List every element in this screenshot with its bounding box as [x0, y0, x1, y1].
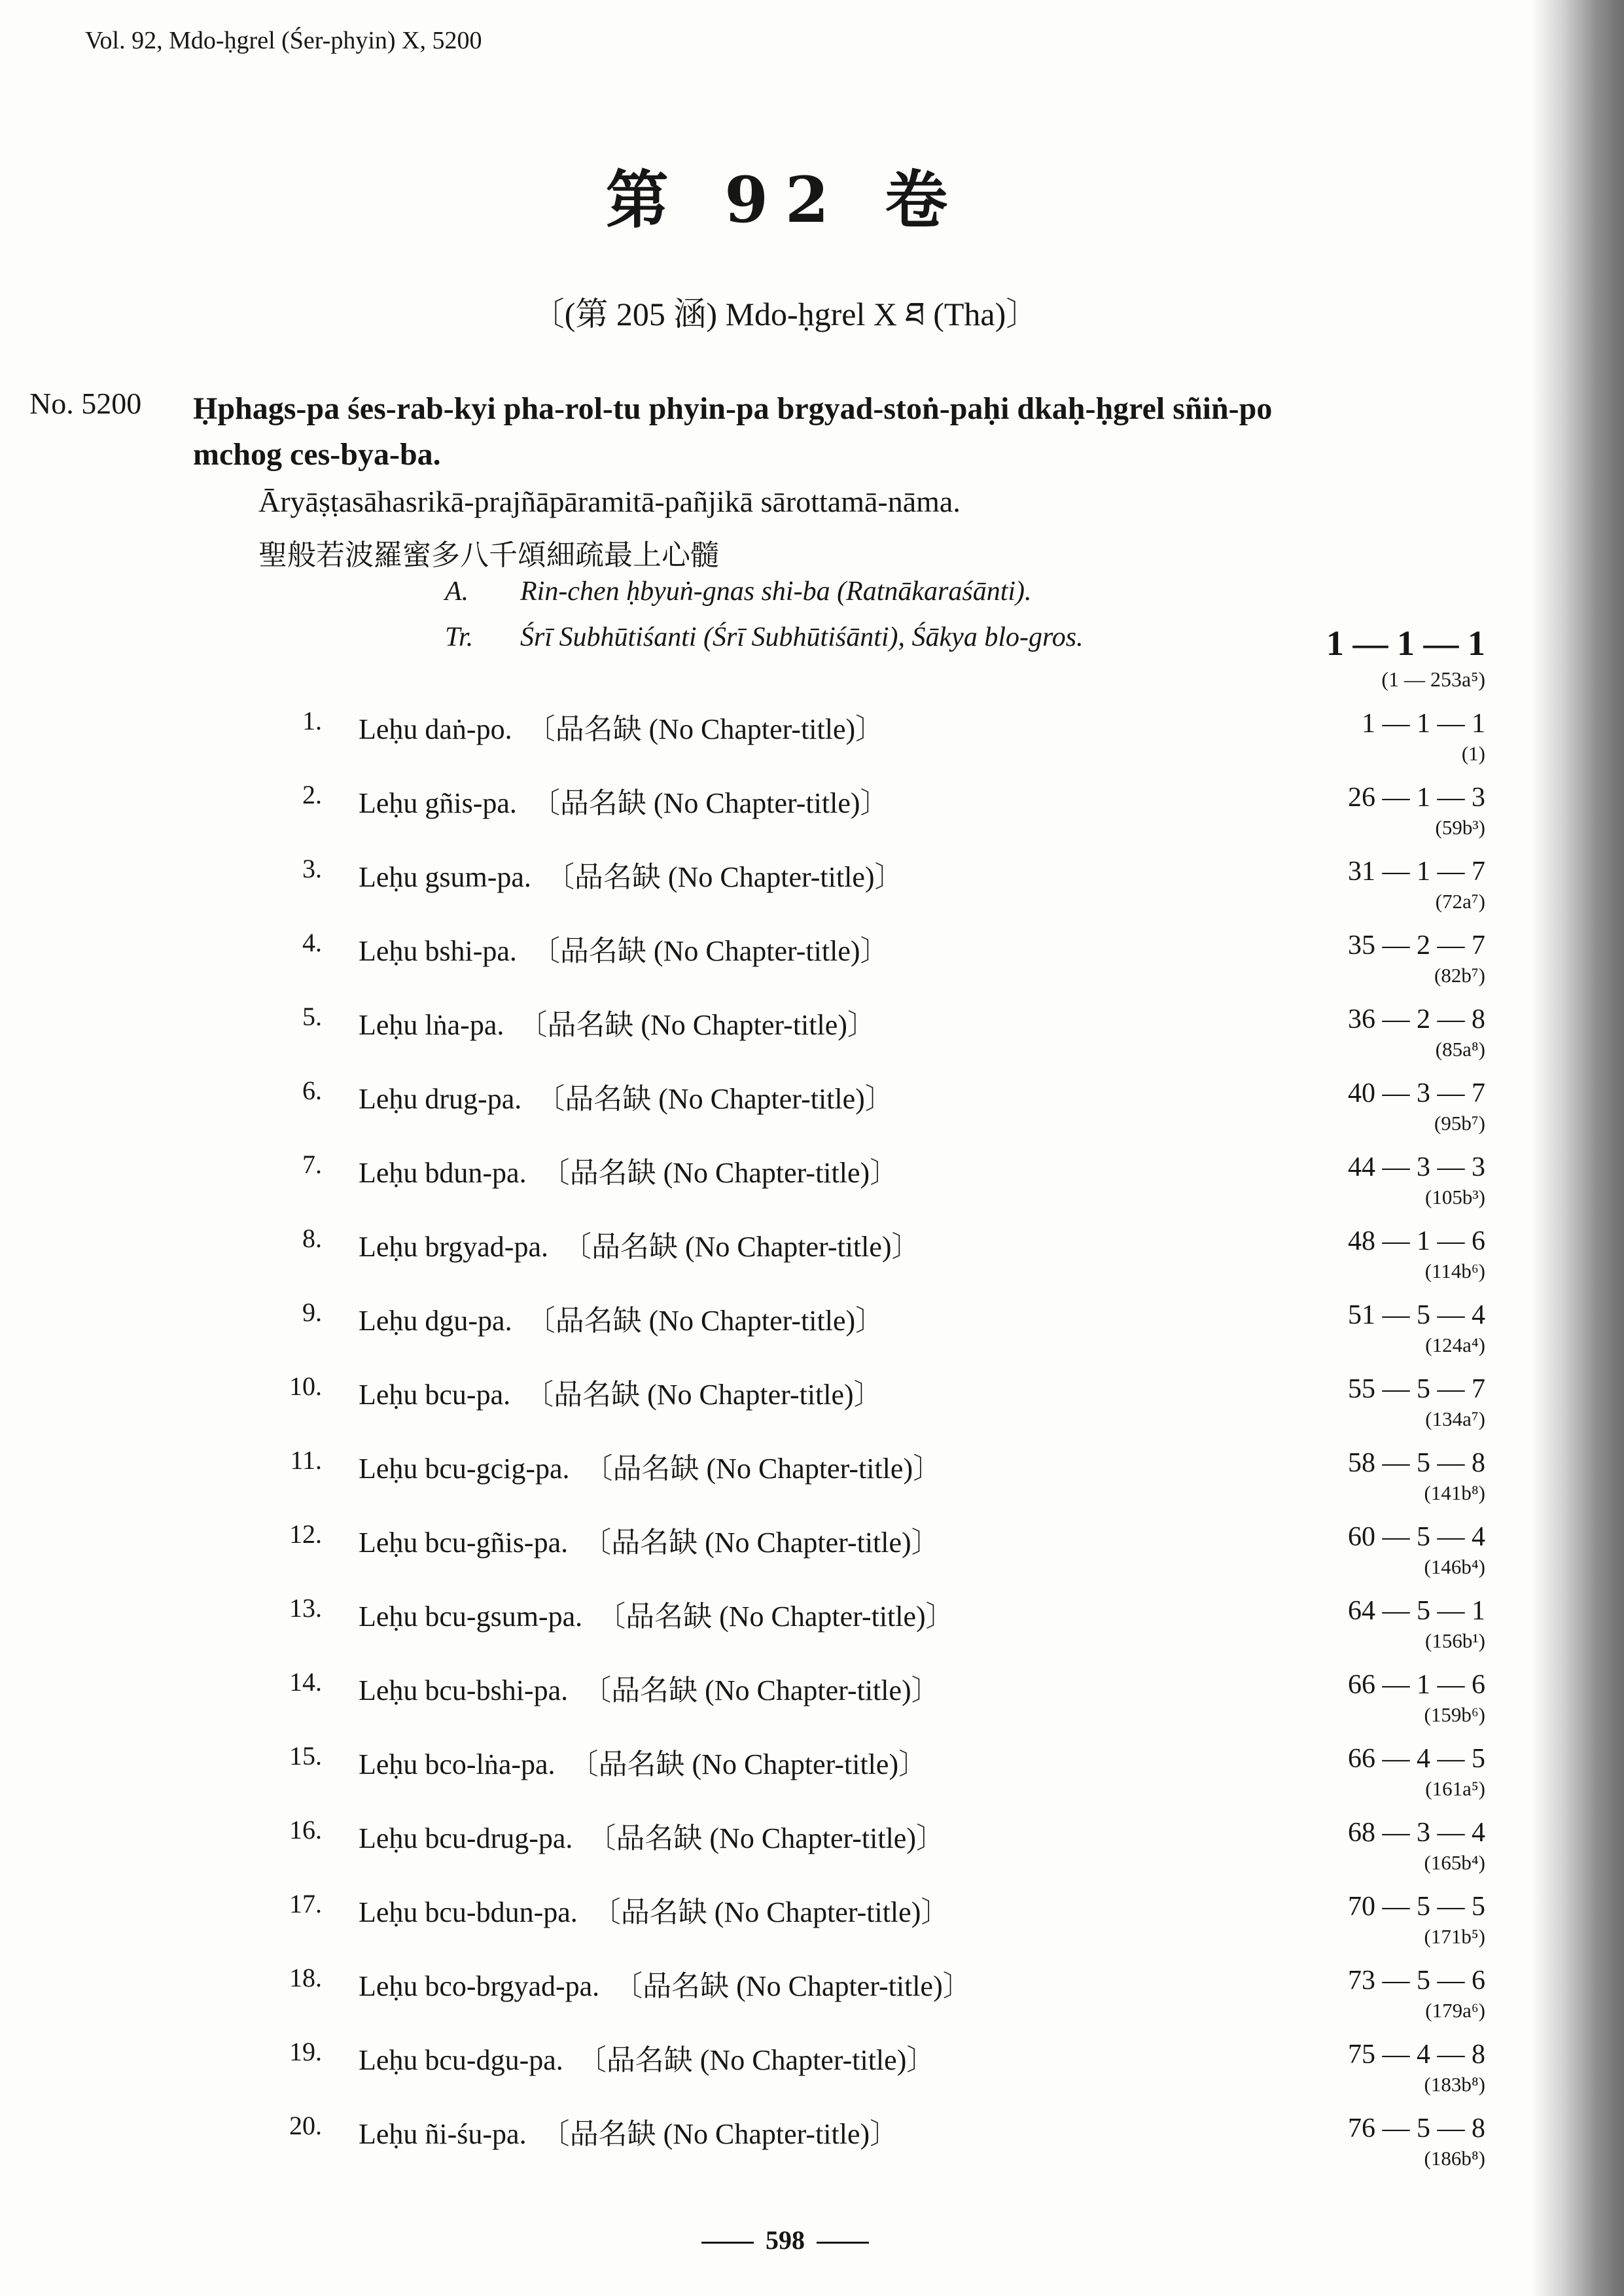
chapter-folio: (82b⁷) [1434, 964, 1485, 987]
chapter-title: Leḥu gñis-pa. [359, 787, 517, 819]
chapter-name [359, 1962, 972, 2004]
chapter-number: 2. [302, 780, 322, 809]
entry-folio: (1 — 253a⁵) [1381, 667, 1485, 691]
chapter-reference: 35 — 2 — 7 [1348, 930, 1485, 961]
chapter-name [359, 1740, 927, 1782]
chapter-row [0, 1667, 1505, 1740]
chapter-title-note: 〔品名缺 (No Chapter-title)〕 [597, 1600, 955, 1633]
author-name: Rin-chen ḥbyuṅ-gnas shi-ba (Ratnākaraśānti). [520, 576, 1032, 607]
chapter-number: 10. [289, 1371, 322, 1401]
chapter-reference: 51 — 5 — 4 [1348, 1300, 1485, 1330]
chapter-folio: (159b⁶) [1424, 1703, 1485, 1726]
chapter-list [0, 705, 1505, 2184]
chapter-title: Leḥu bcu-gñis-pa. [359, 1527, 569, 1559]
chapter-name [359, 853, 904, 895]
volume-title: 第 92 卷 [605, 163, 965, 237]
chapter-name [359, 1519, 940, 1561]
chapter-title-note: 〔品名缺 (No Chapter-title)〕 [587, 1822, 945, 1854]
chapter-title-note: 〔品名缺 (No Chapter-title)〕 [525, 1379, 883, 1411]
chapter-reference: 68 — 3 — 4 [1348, 1818, 1485, 1848]
chapter-title: Leḥu bcu-bdun-pa. [359, 1896, 578, 1928]
chapter-number: 18. [289, 1963, 322, 1992]
chapter-number: 7. [302, 1150, 322, 1179]
chapter-folio: (141b⁸) [1424, 1481, 1485, 1504]
chapter-number: 13. [289, 1593, 322, 1623]
sanskrit-title: Āryāṣṭasāhasrikā-prajñāpāramitā-pañjikā sārottamā-nāma. [258, 485, 961, 518]
page-number-text: 598 [766, 2225, 805, 2255]
chapter-title: Leḥu bcu-drug-pa. [359, 1822, 573, 1854]
chapter-row [0, 1962, 1505, 2036]
chapter-title: Leḥu daṅ-po. [359, 713, 512, 745]
chapter-title-note: 〔品名缺 (No Chapter-title)〕 [584, 1453, 942, 1485]
chapter-title: Leḥu bcu-dgu-pa. [359, 2044, 563, 2076]
chapter-title: Leḥu bcu-pa. [359, 1379, 511, 1411]
translator-names: Śrī Subhūtiśanti (Śrī Subhūtiśānti), Śākya blo-gros. [520, 622, 1084, 652]
chapter-reference: 44 — 3 — 3 [1348, 1152, 1485, 1182]
chapter-reference: 76 — 5 — 8 [1348, 2113, 1485, 2144]
chapter-folio: (134a⁷) [1425, 1407, 1485, 1430]
chapter-reference: 66 — 1 — 6 [1348, 1670, 1485, 1700]
chapter-name [359, 1593, 955, 1634]
chapter-name [359, 1445, 942, 1487]
chapter-name [359, 1223, 921, 1265]
page-number [0, 2225, 1570, 2255]
chapter-reference: 60 — 5 — 4 [1348, 1522, 1485, 1552]
chapter-number: 14. [289, 1667, 322, 1697]
chapter-title: Leḥu ñi-śu-pa. [359, 2118, 527, 2150]
chapter-folio: (59b³) [1435, 816, 1485, 839]
chapter-title-note: 〔品名缺 (No Chapter-title)〕 [569, 1748, 928, 1780]
chapter-folio: (114b⁶) [1424, 1260, 1485, 1282]
tibetan-title: Ḥphags-pa śes-rab-kyi pha-rol-tu phyin-pa brgyad-stoṅ-paḥi dkaḥ-ḥgrel sñiṅ-po mchog ces-bya-ba. [193, 391, 1273, 472]
chapter-folio: (105b³) [1425, 1186, 1485, 1209]
chapter-title-note: 〔品名缺 (No Chapter-title)〕 [545, 861, 904, 893]
chapter-number: 15. [289, 1741, 322, 1771]
chapter-row [0, 1001, 1505, 1075]
chapter-reference: 36 — 2 — 8 [1348, 1004, 1485, 1034]
chapter-name [359, 1075, 894, 1117]
chapter-row [0, 1371, 1505, 1445]
chapter-title: Leḥu bco-brgyad-pa. [359, 1970, 600, 2002]
chapter-name [359, 1814, 945, 1856]
chapter-row [0, 705, 1505, 779]
chapter-row [0, 1888, 1505, 1962]
chapter-number: 3. [302, 854, 322, 883]
chapter-folio: (85a⁸) [1435, 1038, 1485, 1061]
chapter-name [359, 2110, 898, 2152]
chapter-folio: (186b⁸) [1424, 2147, 1485, 2170]
chapter-reference: 55 — 5 — 7 [1348, 1374, 1485, 1404]
chapter-name [359, 1001, 876, 1043]
chapter-row [0, 1445, 1505, 1519]
chapter-title: Leḥu bcu-gsum-pa. [359, 1600, 583, 1633]
chapter-name [359, 927, 889, 969]
chapter-title-note: 〔品名缺 (No Chapter-title)〕 [536, 1083, 894, 1115]
chapter-number: 17. [289, 1889, 322, 1918]
chapter-title: Leḥu lṅa-pa. [359, 1009, 504, 1041]
chinese-title: 聖般若波羅蜜多八千頌細疏最上心髓 [258, 539, 719, 572]
chapter-row [0, 2036, 1505, 2110]
chapter-title: Leḥu bco-lṅa-pa. [359, 1748, 556, 1780]
chapter-folio: (72a⁷) [1435, 890, 1485, 913]
chapter-number: 16. [289, 1815, 322, 1845]
chapter-row [0, 1149, 1505, 1223]
chapter-number: 11. [290, 1445, 322, 1475]
rule-right [817, 2242, 869, 2244]
chapter-number: 5. [302, 1002, 322, 1031]
chapter-row [0, 1814, 1505, 1888]
chapter-name [359, 705, 884, 747]
chapter-title-note: 〔品名缺 (No Chapter-title)〕 [577, 2044, 936, 2076]
chapter-row [0, 779, 1505, 853]
chapter-title-note: 〔品名缺 (No Chapter-title)〕 [531, 935, 889, 967]
chapter-row [0, 927, 1505, 1001]
chapter-row [0, 1297, 1505, 1371]
chapter-name [359, 1888, 949, 1930]
chapter-folio: (124a⁴) [1425, 1333, 1485, 1356]
chapter-reference: 40 — 3 — 7 [1348, 1078, 1485, 1108]
chapter-title: Leḥu drug-pa. [359, 1083, 522, 1115]
chapter-title-note: 〔品名缺 (No Chapter-title)〕 [591, 1896, 950, 1928]
chapter-row [0, 2110, 1505, 2184]
chapter-folio: (165b⁴) [1424, 1851, 1485, 1874]
chapter-reference: 48 — 1 — 6 [1348, 1226, 1485, 1256]
chapter-reference: 66 — 4 — 5 [1348, 1744, 1485, 1774]
chapter-title: Leḥu dgu-pa. [359, 1305, 512, 1337]
chapter-title: Leḥu gsum-pa. [359, 861, 531, 893]
chapter-title-note: 〔品名缺 (No Chapter-title)〕 [562, 1231, 921, 1263]
chapter-reference: 70 — 5 — 5 [1348, 1892, 1485, 1922]
translator-line [445, 622, 1084, 653]
chapter-row [0, 1740, 1505, 1814]
chapter-title-note: 〔品名缺 (No Chapter-title)〕 [582, 1674, 940, 1706]
translator-label: Tr. [445, 622, 474, 652]
chapter-folio: (183b⁸) [1424, 2073, 1485, 2096]
case-line: 〔(第 205 涵) Mdo-ḥgrel X ཐ (Tha)〕 [531, 296, 1039, 332]
author-label: A. [445, 576, 469, 607]
chapter-folio: (171b⁵) [1424, 1925, 1485, 1948]
chapter-reference: 75 — 4 — 8 [1348, 2040, 1485, 2070]
chapter-reference: 73 — 5 — 6 [1348, 1966, 1485, 1996]
entry-number: No. 5200 [29, 387, 142, 420]
chapter-title: Leḥu bcu-bshi-pa. [359, 1674, 569, 1706]
chapter-number: 1. [302, 706, 322, 735]
chapter-reference: 58 — 5 — 8 [1348, 1448, 1485, 1478]
chapter-name [359, 2036, 935, 2078]
chapter-row [0, 1593, 1505, 1667]
chapter-row [0, 1223, 1505, 1297]
chapter-title: Leḥu brgyad-pa. [359, 1231, 548, 1263]
chapter-title: Leḥu bcu-gcig-pa. [359, 1453, 570, 1485]
chapter-title-note: 〔品名缺 (No Chapter-title)〕 [540, 2118, 899, 2150]
chapter-title: Leḥu bdun-pa. [359, 1157, 527, 1189]
chapter-row [0, 853, 1505, 927]
chapter-folio: (146b⁴) [1424, 1555, 1485, 1578]
chapter-title-note: 〔品名缺 (No Chapter-title)〕 [518, 1009, 876, 1041]
chapter-reference: 64 — 5 — 1 [1348, 1596, 1485, 1626]
chapter-title-note: 〔品名缺 (No Chapter-title)〕 [540, 1157, 899, 1189]
chapter-name [359, 779, 889, 821]
chapter-reference: 26 — 1 — 3 [1348, 783, 1485, 813]
author-line [445, 576, 1032, 607]
entry-reference: 1 — 1 — 1 [1326, 624, 1485, 663]
chapter-number: 4. [302, 928, 322, 957]
chapter-folio: (95b⁷) [1434, 1112, 1485, 1135]
chapter-number: 8. [302, 1224, 322, 1253]
chapter-name [359, 1667, 940, 1708]
chapter-name [359, 1371, 883, 1413]
chapter-folio: (179a⁶) [1425, 1999, 1485, 2022]
chapter-name [359, 1149, 898, 1191]
chapter-row [0, 1075, 1505, 1149]
chapter-reference: 31 — 1 — 7 [1348, 857, 1485, 887]
chapter-folio: (1) [1461, 742, 1485, 765]
chapter-title-note: 〔品名缺 (No Chapter-title)〕 [614, 1970, 972, 2002]
chapter-title-note: 〔品名缺 (No Chapter-title)〕 [526, 1305, 885, 1337]
chapter-folio: (161a⁵) [1425, 1777, 1485, 1800]
chapter-number: 19. [289, 2037, 322, 2066]
chapter-number: 20. [289, 2111, 322, 2140]
chapter-title-note: 〔品名缺 (No Chapter-title)〕 [531, 787, 889, 819]
chapter-reference: 1 — 1 — 1 [1362, 709, 1485, 739]
chapter-number: 6. [302, 1076, 322, 1105]
chapter-folio: (156b¹) [1425, 1629, 1485, 1652]
chapter-number: 12. [289, 1519, 322, 1549]
running-head: Vol. 92, Mdo-ḥgrel (Śer-phyin) X, 5200 [85, 27, 482, 54]
chapter-row [0, 1519, 1505, 1593]
chapter-name [359, 1297, 884, 1339]
chapter-title: Leḥu bshi-pa. [359, 935, 517, 967]
chapter-number: 9. [302, 1298, 322, 1327]
chapter-title-note: 〔品名缺 (No Chapter-title)〕 [582, 1527, 940, 1559]
chapter-title-note: 〔品名缺 (No Chapter-title)〕 [526, 713, 885, 745]
rule-left [701, 2242, 754, 2244]
